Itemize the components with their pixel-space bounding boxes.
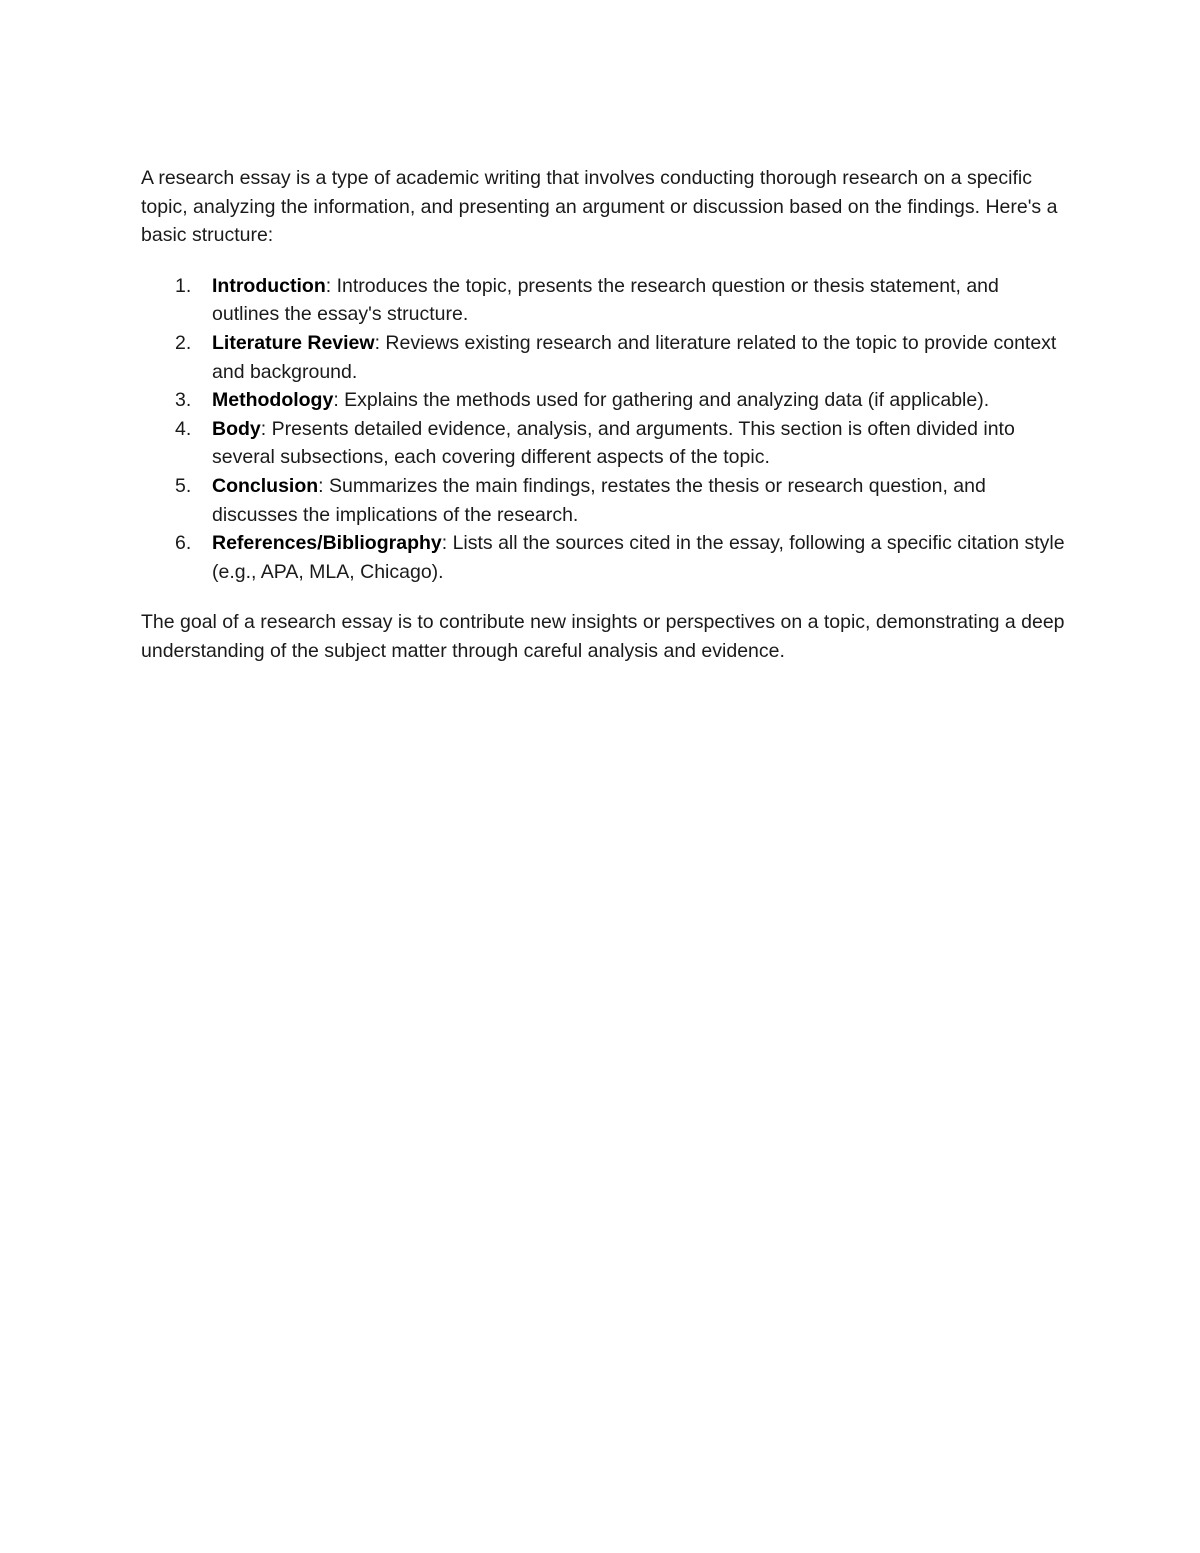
list-number: 6. [175, 532, 192, 555]
list-item-body [141, 415, 1071, 472]
list-item-references [141, 529, 1071, 586]
section-description: : Explains the methods used for gathering and analyzing data (if applicable). [333, 389, 990, 412]
section-description: : Presents detailed evidence, analysis, and arguments. This section is often divided into several subsections, each covering different aspects of the topic. [212, 417, 1015, 469]
section-description: : Summarizes the main findings, restates the thesis or research question, and discusses the implications of the research. [212, 474, 986, 526]
section-term: Conclusion [212, 474, 319, 497]
list-number: 1. [175, 274, 192, 297]
section-term: Literature Review [212, 331, 375, 354]
list-item-methodology [141, 386, 1071, 415]
section-term: References/Bibliography [212, 532, 442, 555]
section-term: Methodology [212, 389, 334, 412]
list-number: 2. [175, 331, 192, 354]
section-term: Body [212, 417, 261, 440]
intro-paragraph: A research essay is a type of academic writing that involves conducting thorough research on a specific topic, analyzing the information, and presenting an argument or discussion based on the findings. Here's a basic structure: [141, 167, 1058, 247]
section-description: : Lists all the sources cited in the essay, following a specific citation style (e.g., APA, MLA, Chicago). [212, 532, 1065, 583]
closing-paragraph: The goal of a research essay is to contribute new insights or perspectives on a topic, demonstrating a deep understanding of the subject matter through careful analysis and evidence. [141, 611, 1065, 662]
list-number: 4. [175, 417, 192, 440]
section-description: : Introduces the topic, presents the research question or thesis statement, and outlines the essay's structure. [212, 274, 999, 326]
section-description: : Reviews existing research and literature related to the topic to provide context and background. [212, 331, 1057, 383]
list-item-conclusion [141, 472, 1071, 529]
section-term: Introduction [212, 274, 326, 297]
list-item-introduction [141, 272, 1071, 329]
list-number: 5. [175, 474, 192, 497]
document-body [141, 164, 1071, 666]
list-item-literature-review [141, 329, 1071, 386]
structure-list [141, 272, 1071, 587]
list-number: 3. [175, 389, 192, 412]
